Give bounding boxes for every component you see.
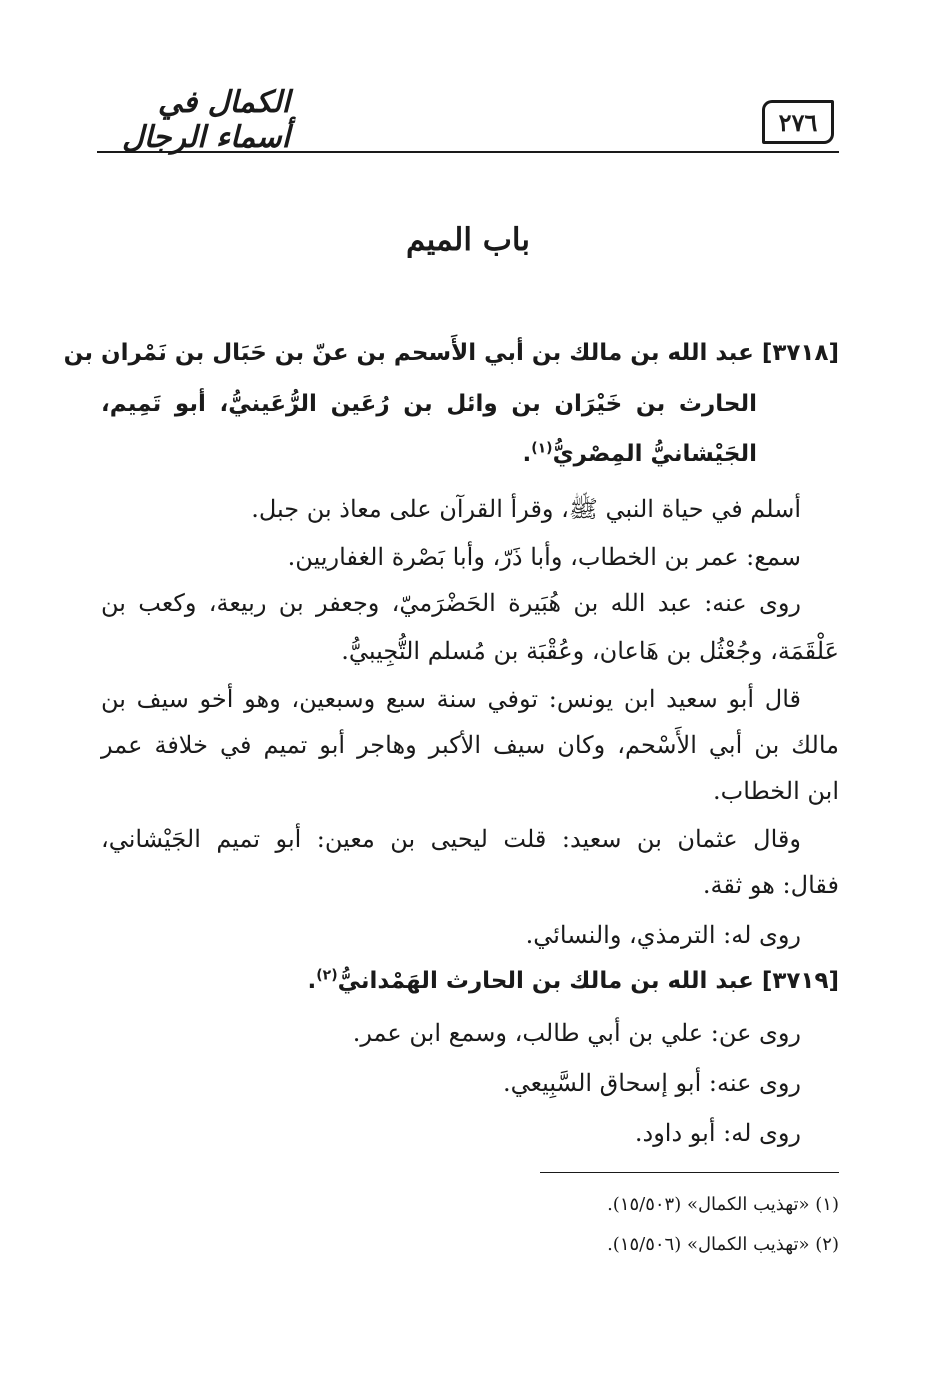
entry-3718-name-part-1: عبد الله بن مالك بن أبي الأَسحم بن عنّ بن حَبَال بن نَمْران بن (63, 340, 754, 366)
entry-3719-heading (101, 958, 839, 1004)
entry-3719-paragraph-3 (101, 1110, 839, 1156)
footnote-2: (٢) «تهذيب الكمال» (١٥/٥٠٦). (607, 1234, 839, 1255)
footnote-ref-1[interactable]: (١) (531, 440, 553, 457)
entry-3718-heading-line-3 (101, 431, 757, 477)
entry-3718-heading-line-1 (63, 330, 839, 376)
entry-3718-paragraph-5-line-1 (101, 816, 839, 862)
chapter-title: باب الميم (405, 222, 530, 258)
entry-3718-paragraph-1 (101, 486, 839, 532)
entry-3718-name-part-2: الحارث بن خَيْرَان بن وائل بن رُعَين الرُّعَينيُّ، أبو تَمِيم، (101, 391, 757, 417)
entry-3718-p6-text: روى له: الترمذي، والنسائي. (525, 921, 801, 949)
entry-3718-p2-text: سمع: عمر بن الخطاب، وأبا ذَرّ، وأبا بَصْرة الغفاريين. (287, 543, 801, 571)
entry-3718-name-part-3: الجَيْشانيُّ المِصْريُّ (552, 441, 757, 467)
entry-3718-number: [٣٧١٨] (761, 340, 839, 366)
entry-3718-p1-text: أسلم في حياة النبي ﷺ، وقرأ القرآن على معاذ بن جبل. (251, 495, 801, 523)
entry-3718-p5-text-1: وقال عثمان بن سعيد: قلت ليحيى بن معين: أبو تميم الجَيْشاني، (101, 825, 801, 853)
entry-3718-paragraph-6 (101, 912, 839, 958)
entry-3718-paragraph-3-line-1 (101, 580, 839, 626)
entry-3718-paragraph-4-line-2: مالك بن أبي الأَسْحم، وكان سيف الأكبر وهاجر أبو تميم في خلافة عمر (101, 731, 839, 759)
entry-3718-terminal: . (522, 441, 532, 467)
page-number: ٢٧٦ (762, 100, 834, 144)
header-divider (97, 151, 839, 153)
entry-3718-p3-text-1: روى عنه: عبد الله بن هُبَيرة الحَضْرَميّ، وجعفر بن ربيعة، وكعب بن (101, 589, 801, 617)
entry-3718-paragraph-4-line-1 (101, 676, 839, 722)
entry-3719-p2-text: روى عنه: أبو إسحاق السَّبِيعي. (502, 1069, 801, 1097)
entry-3718-paragraph-5-line-2: فقال: هو ثقة. (702, 871, 839, 899)
entry-3719-name: عبد الله بن مالك بن الحارث الهَمْدانيُّ (337, 968, 754, 994)
entry-3719-p1-text: روى عن: علي بن أبي طالب، وسمع ابن عمر. (352, 1019, 801, 1047)
entry-3719-terminal: . (307, 968, 317, 994)
footnote-ref-2[interactable]: (٢) (316, 967, 338, 984)
book-title-logo: الكمال في أسماء الرجال (121, 85, 290, 155)
entry-3719-number: [٣٧١٩] (761, 968, 839, 994)
entry-3718-p4-text-1: قال أبو سعيد ابن يونس: توفي سنة سبع وسبعين، وهو أخو سيف بن (101, 685, 801, 713)
entry-3719-paragraph-1 (101, 1010, 839, 1056)
footnote-divider (540, 1172, 839, 1173)
entry-3719-paragraph-2 (101, 1060, 839, 1106)
entry-3718-paragraph-3-line-2: عَلْقَمَة، وجُعْثُل بن هَاعان، وعُقْبَة بن مُسلم التُّجِيبيُّ. (341, 637, 839, 665)
footnote-1: (١) «تهذيب الكمال» (١٥/٥٠٣). (607, 1194, 839, 1215)
entry-3719-p3-text: روى له: أبو داود. (634, 1119, 801, 1147)
entry-3718-paragraph-2 (101, 534, 839, 580)
entry-3718-paragraph-4-line-3: ابن الخطاب. (713, 777, 839, 805)
